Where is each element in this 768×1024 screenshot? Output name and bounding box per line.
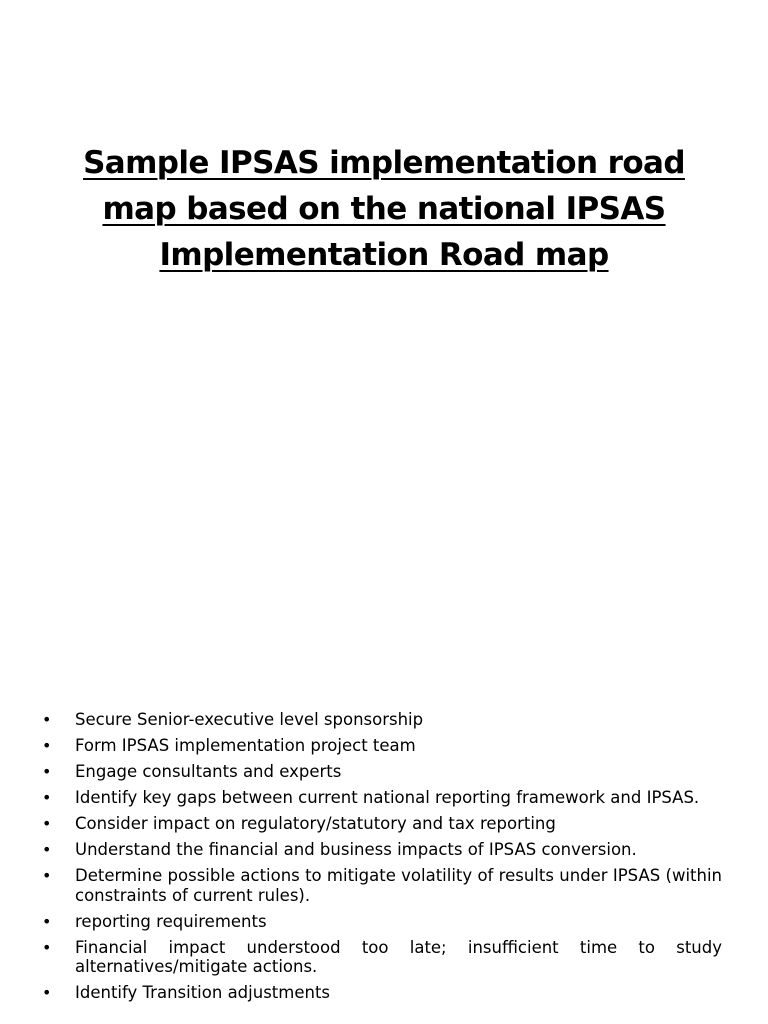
bullet-text: Determine possible actions to mitigate volatility of results under IPSAS (within constraints of current rules).	[75, 866, 722, 905]
bullet-item	[42, 736, 722, 756]
title-line: map based on the national IPSAS	[102, 191, 666, 227]
bullet-item	[42, 983, 722, 1003]
bullet-item	[42, 788, 722, 808]
bullet-item	[42, 866, 722, 905]
bullet-icon: •	[42, 866, 52, 885]
bullet-icon: •	[42, 937, 52, 957]
bullet-text: Financial impact understood too late; insufficient time to study alternatives/mitigate actions.	[75, 937, 722, 976]
bullet-text: Form IPSAS implementation project team	[75, 736, 416, 755]
bullet-text: reporting requirements	[75, 911, 267, 931]
bullet-icon: •	[42, 788, 52, 807]
bullet-icon: •	[42, 736, 52, 755]
bullet-text: Identify Transition adjustments	[75, 983, 331, 1002]
bullet-item	[42, 814, 722, 834]
title-line: Implementation Road map	[159, 237, 609, 273]
bullet-icon: •	[42, 710, 52, 729]
bullet-text: Understand the financial and business impacts of IPSAS conversion.	[75, 840, 637, 859]
bullet-item	[42, 938, 722, 977]
slide-title	[40, 140, 728, 278]
title-line: Sample IPSAS implementation road	[83, 145, 685, 181]
bullet-item	[42, 912, 722, 932]
bullet-text: Identify key gaps between current national reporting framework and IPSAS.	[75, 788, 700, 807]
bullet-item	[42, 840, 722, 860]
bullet-text: Engage consultants and experts	[75, 762, 342, 781]
bullet-icon: •	[42, 840, 52, 859]
bullet-text: Consider impact on regulatory/statutory and tax reporting	[75, 814, 556, 833]
bullet-icon: •	[42, 814, 52, 833]
bullet-item	[42, 762, 722, 782]
bullet-item	[42, 710, 722, 730]
bullet-icon: •	[42, 983, 52, 1002]
bullet-icon: •	[42, 762, 52, 781]
bullet-text: Secure Senior-executive level sponsorship	[75, 710, 424, 729]
bullet-icon: •	[42, 911, 52, 931]
bullet-list	[42, 710, 722, 1009]
